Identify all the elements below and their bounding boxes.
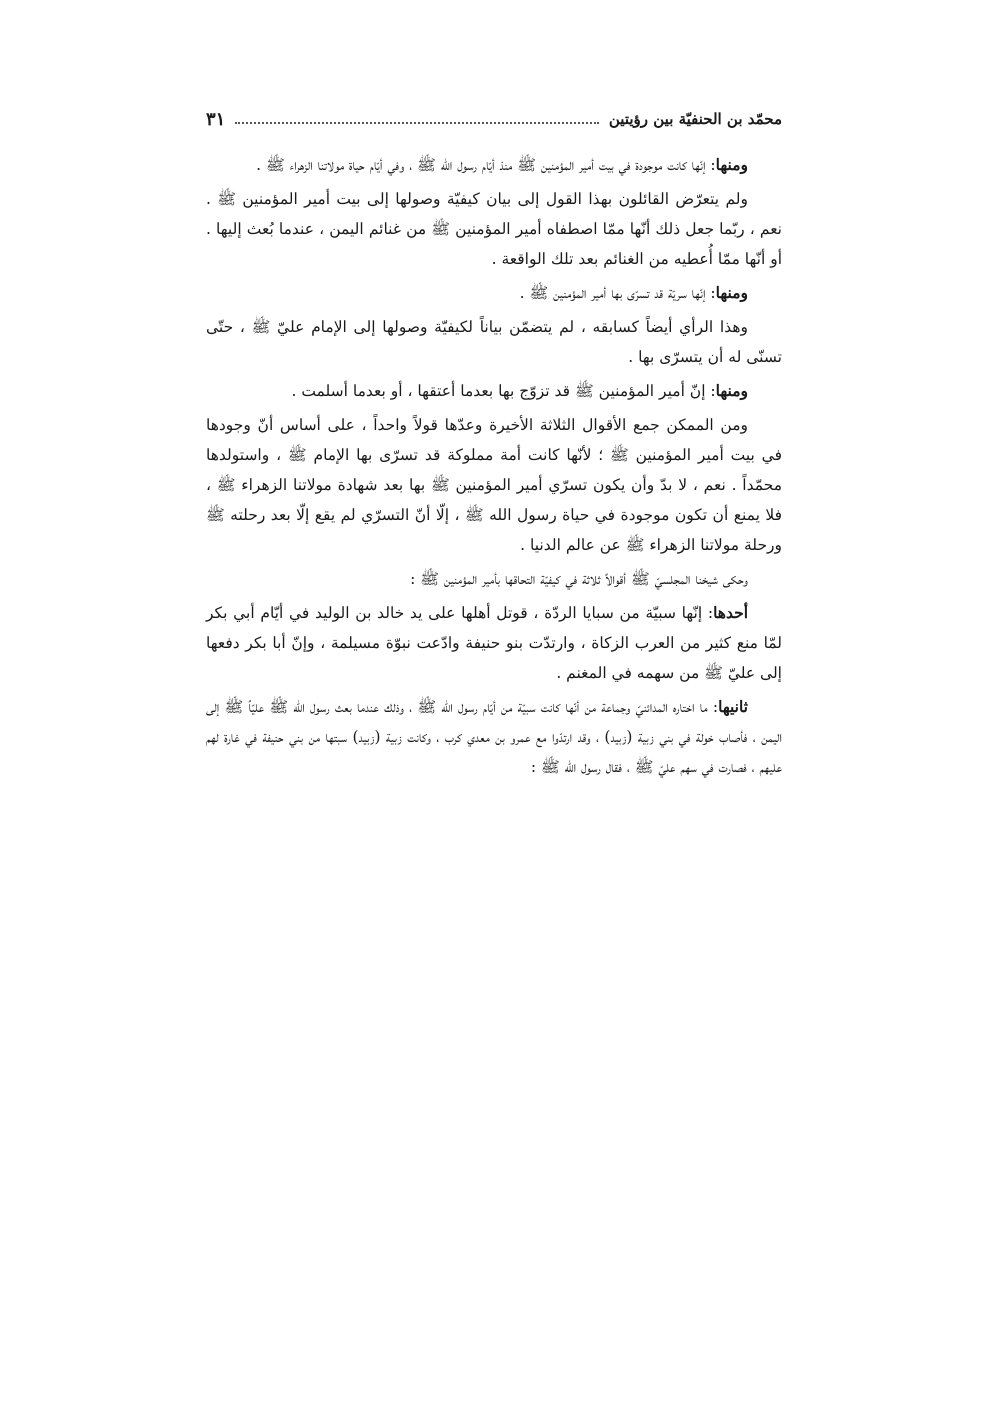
- paragraph-text: وهذا الرأي أيضاً كسابقه ، لم يتضمّن بياناً لكيفيّة وصولها إلى الإمام عليّ ﷺ ، حتّى تسنّى له أن يتسرّى بها .: [206, 318, 782, 366]
- paragraph-lead: ثانيها: [718, 697, 748, 716]
- paragraph-text: وحكى شيخنا المجلسيّ ﷺ أقوالاً ثلاثة في كيفيّة التحاقها بأمير المؤمنين ﷺ :: [410, 570, 748, 588]
- paragraph-5: [206, 376, 782, 406]
- paragraph-lead: ومنها: [715, 283, 748, 302]
- paragraph-8: [206, 598, 782, 688]
- paragraph-3: [206, 278, 782, 308]
- paragraph-lead: ومنها: [715, 155, 748, 174]
- body-text: [206, 150, 782, 786]
- paragraph-2: [206, 184, 782, 274]
- paragraph-6: [206, 410, 782, 560]
- book-title: محمّد بن الحنفيّة بين رؤيتين: [608, 110, 782, 128]
- page-number: ٣١: [206, 108, 226, 130]
- paragraph-text: : إنّها سريّة قد تسرّى بها أمير المؤمنين ﷺ .: [519, 284, 716, 302]
- dot-leader: [235, 122, 599, 124]
- paragraph-lead: أحدها: [713, 603, 748, 622]
- paragraph-1: [206, 150, 782, 180]
- paragraph-lead: ومنها: [715, 381, 748, 400]
- paragraph-4: [206, 312, 782, 372]
- paragraph-text: ولم يتعرّض القائلون بهذا القول إلى بيان كيفيّة وصولها إلى بيت أمير المؤمنين ﷺ . نعم ، ربّما جعل ذلك أنّها ممّا اصطفاه أمير المؤمنين ﷺ من غنائم اليمن ، عندما بُعث إليها . أو أنّها ممّا أُعطيه من الغنائم بعد تلك الواقعة .: [206, 190, 782, 268]
- running-header: [206, 104, 782, 134]
- paragraph-text: ومن الممكن جمع الأقوال الثلاثة الأخيرة وعدّها قولاً واحداً ، على أساس أنّ وجودها في بيت أمير المؤمنين ﷺ ؛ لأنّها كانت أمة مملوكة قد تسرّى بها الإمام ﷺ ، واستولدها محمّداً . نعم ، لا بدّ وأن يكون تسرّي أمير المؤمنين ﷺ بها بعد شهادة مولاتنا الزهراء ﷺ ، فلا يمنع أن تكون موجودة في حياة رسول الله ﷺ ، إلّا أنّ التسرّي لم يقع إلّا بعد رحلته ﷺ ورحلة مولاتنا الزهراء ﷺ عن عالم الدنيا .: [206, 416, 782, 554]
- paragraph-text: : ما اختاره المدائنيّ وجماعة من أنّها كانت سبيّة من أيّام رسول الله ﷺ ، وذلك عندما بعث رسول الله ﷺ عليّاً ﷺ إلى اليمن ، فأصاب خولة في بني زبية (زبيد) ، وقد ارتدّوا مع عمرو بن معدي كرب ، وكانت زبية (زبيد) سبتها من بني حنيفة في غارة لهم عليهم ، فصارت في سهم عليّ ﷺ ، فقال رسول الله ﷺ :: [206, 698, 782, 776]
- paragraph-9: [206, 692, 782, 782]
- paragraph-text: : إنّها سبيّة من سبايا الردّة ، قوتل أهلها على يد خالد بن الوليد في أيّام أبي بكر لمّا منع كثير من العرب الزكاة ، وارتدّت بنو حنيفة وادّعت نبوّة مسيلمة ، وإنّ أبا بكر دفعها إلى عليّ ﷺ من سهمه في المغنم .: [206, 604, 782, 682]
- paragraph-text: : إنّها كانت موجودة في بيت أمير المؤمنين ﷺ منذ أيّام رسول الله ﷺ ، وفي أيّام حياة مولاتنا الزهراء ﷺ .: [256, 156, 716, 174]
- paragraph-text: : إنّ أمير المؤمنين ﷺ قد تزوّج بها بعدما أعتقها ، أو بعدما أسلمت .: [291, 382, 716, 400]
- paragraph-7: [206, 564, 782, 594]
